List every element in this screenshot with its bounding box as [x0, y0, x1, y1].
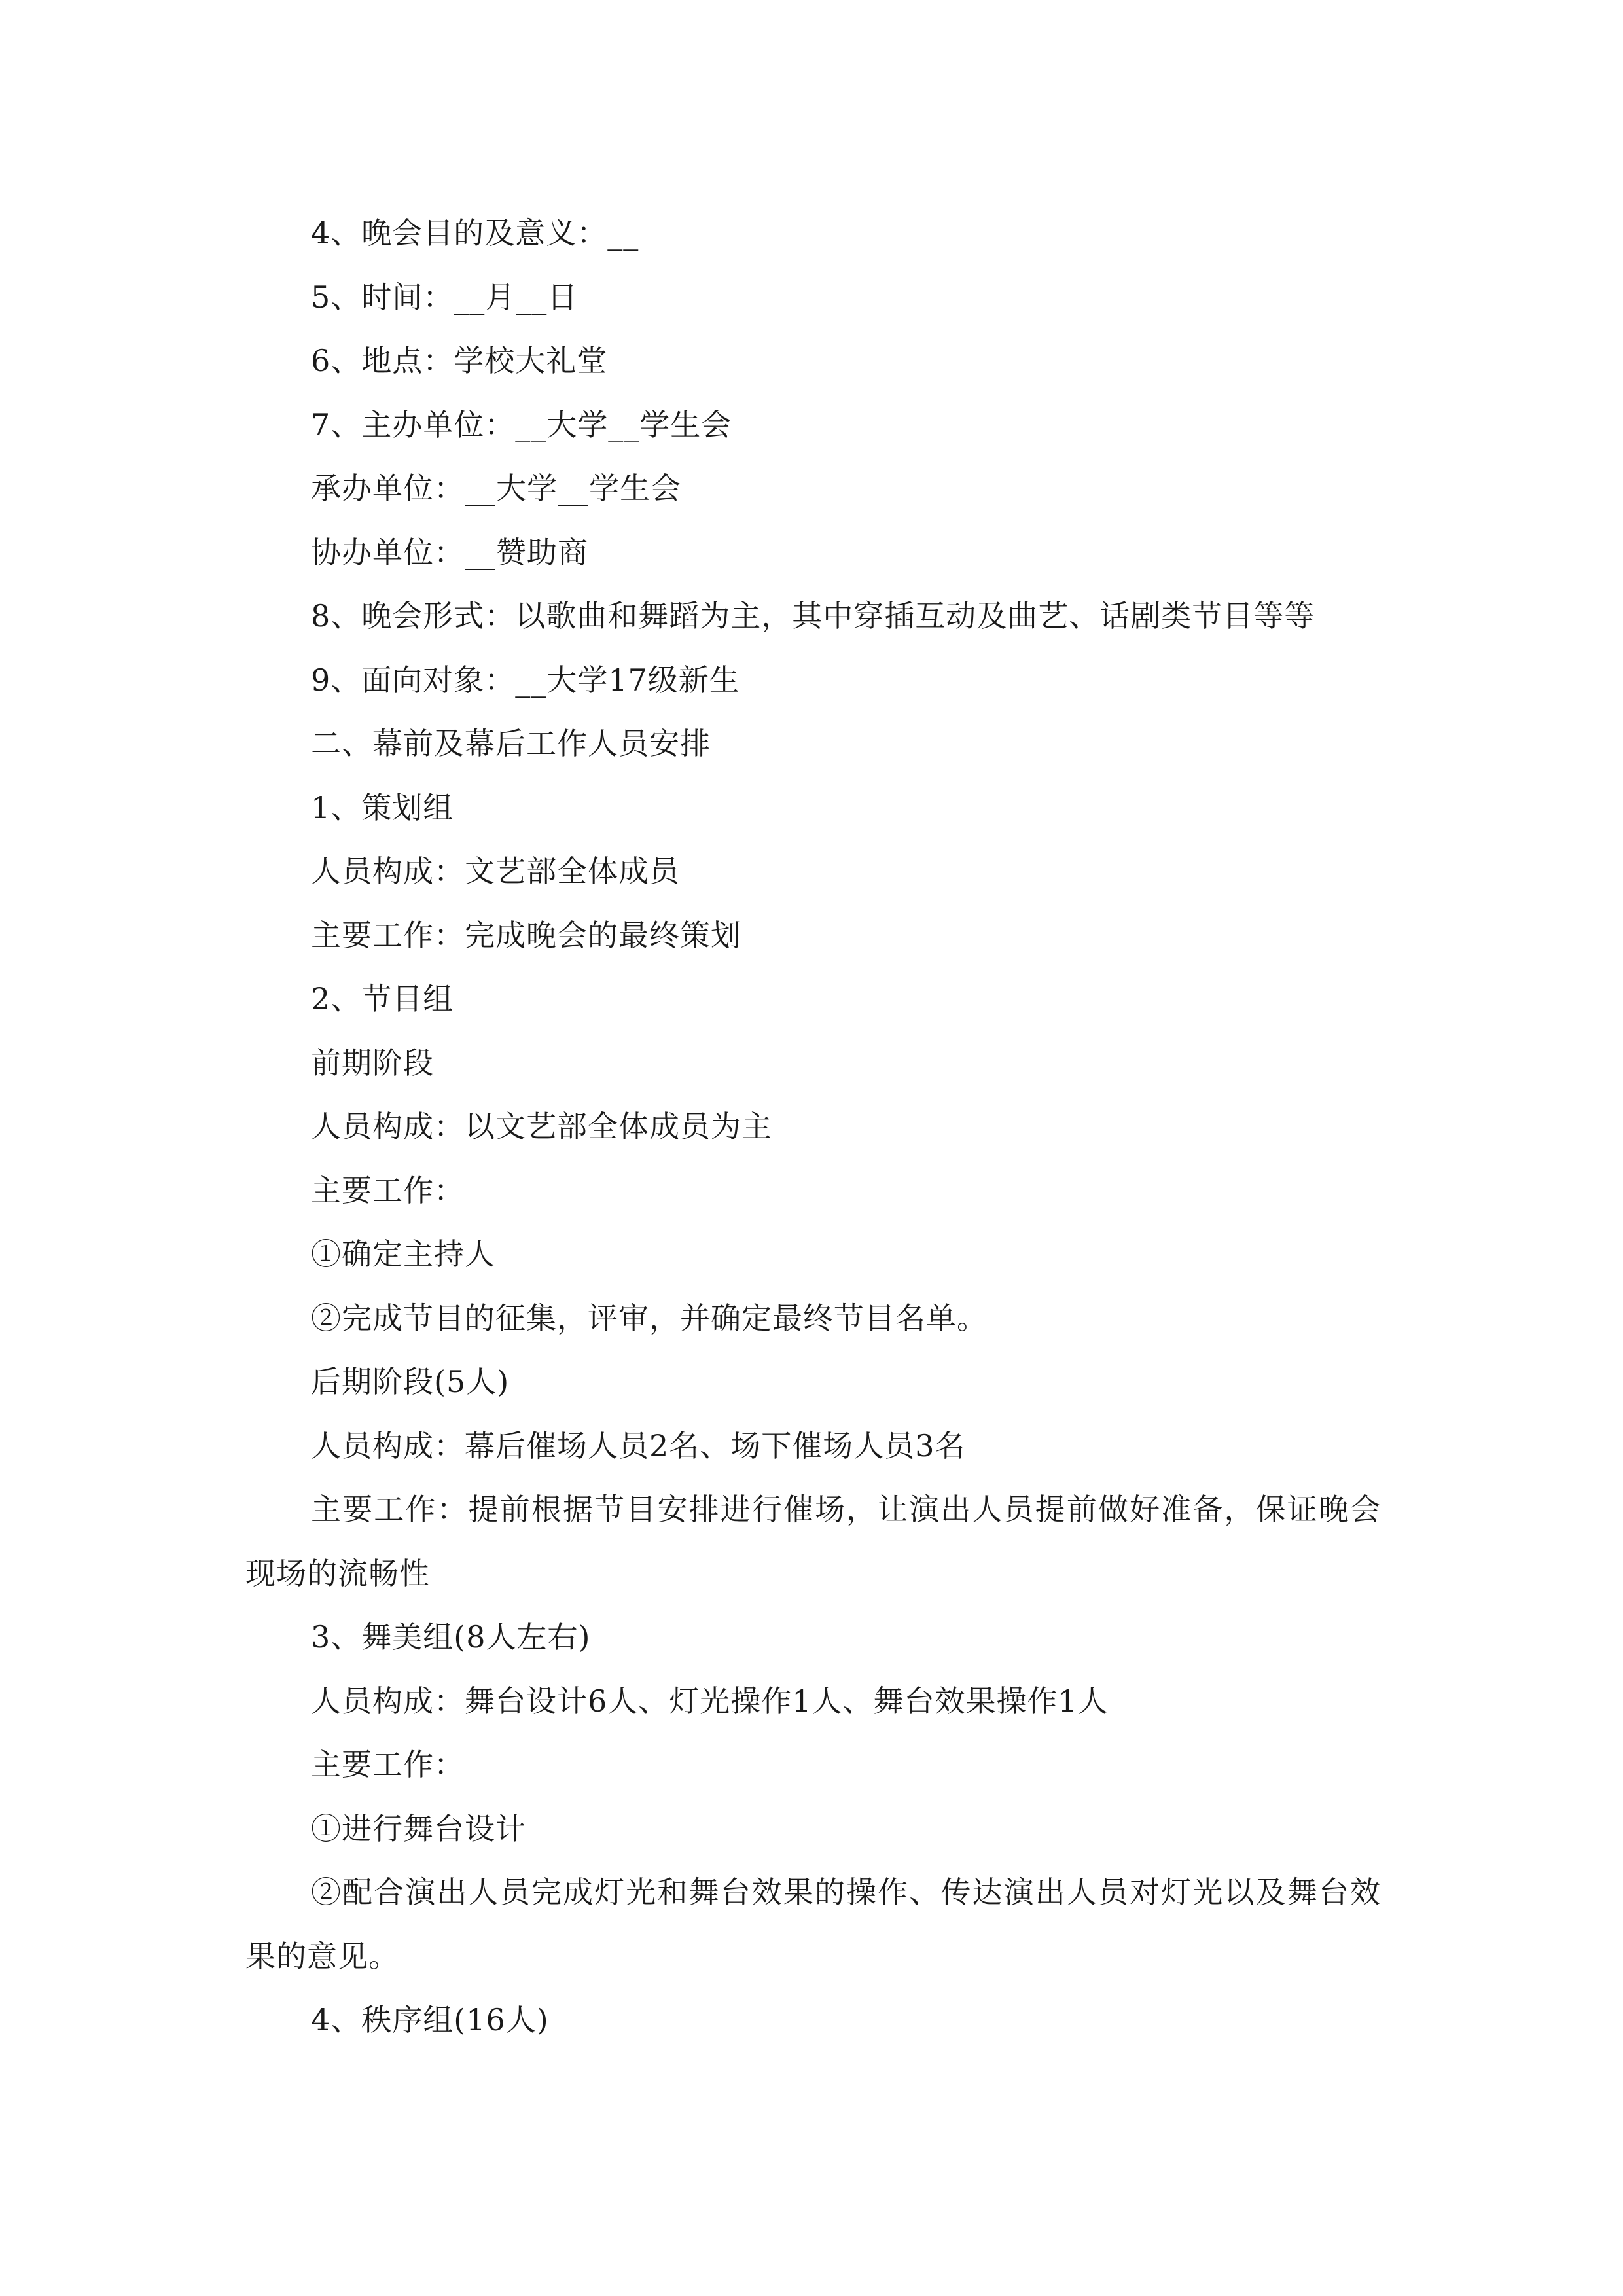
program-early-phase: 前期阶段	[311, 1045, 434, 1081]
group-order-heading: 4、秩序组(16人)	[311, 2002, 549, 2037]
item-host-organizer: 7、主办单位：__大学__学生会	[311, 406, 732, 442]
stage-members: 人员构成：舞台设计6人、灯光操作1人、舞台效果操作1人	[311, 1683, 1109, 1719]
item-purpose: 4、晚会目的及意义：__	[311, 215, 639, 251]
program-duty-2: ②完成节目的征集，评审，并确定最终节目名单。	[311, 1300, 988, 1336]
document-body	[245, 202, 1381, 2053]
group-program-heading: 2、节目组	[311, 981, 454, 1016]
planning-members: 人员构成：文艺部全体成员	[311, 853, 680, 889]
group-planning-heading: 1、策划组	[311, 789, 454, 825]
item-location: 6、地点：学校大礼堂	[311, 343, 608, 378]
section-heading-staff: 二、幕前及幕后工作人员安排	[311, 726, 711, 761]
program-duty-1: ①确定主持人	[311, 1236, 495, 1272]
item-audience: 9、面向对象：__大学17级新生	[311, 662, 740, 698]
planning-duties: 主要工作：完成晚会的最终策划	[311, 917, 741, 953]
item-co-organizer: 协办单位：__赞助商	[311, 534, 588, 570]
stage-duty-2: ②配合演出人员完成灯光和舞台效果的操作、传达演出人员对灯光以及舞台效果的意见。	[245, 1874, 1381, 1974]
stage-duty-1: ①进行舞台设计	[311, 1810, 526, 1846]
program-late-phase: 后期阶段(5人)	[311, 1364, 510, 1399]
stage-duties-label: 主要工作：	[311, 1747, 465, 1782]
item-undertaker: 承办单位：__大学__学生会	[311, 471, 681, 506]
program-late-members: 人员构成：幕后催场人员2名、场下催场人员3名	[311, 1427, 966, 1463]
program-late-duties: 主要工作：提前根据节目安排进行催场，让演出人员提前做好准备，保证晚会现场的流畅性	[245, 1492, 1381, 1591]
program-early-members: 人员构成：以文艺部全体成员为主	[311, 1109, 772, 1144]
program-early-duties-label: 主要工作：	[311, 1172, 465, 1208]
group-stage-heading: 3、舞美组(8人左右)	[311, 1619, 591, 1655]
item-format: 8、晚会形式：以歌曲和舞蹈为主，其中穿插互动及曲艺、话剧类节目等等	[311, 598, 1315, 634]
item-time: 5、时间：__月__日	[311, 279, 579, 315]
